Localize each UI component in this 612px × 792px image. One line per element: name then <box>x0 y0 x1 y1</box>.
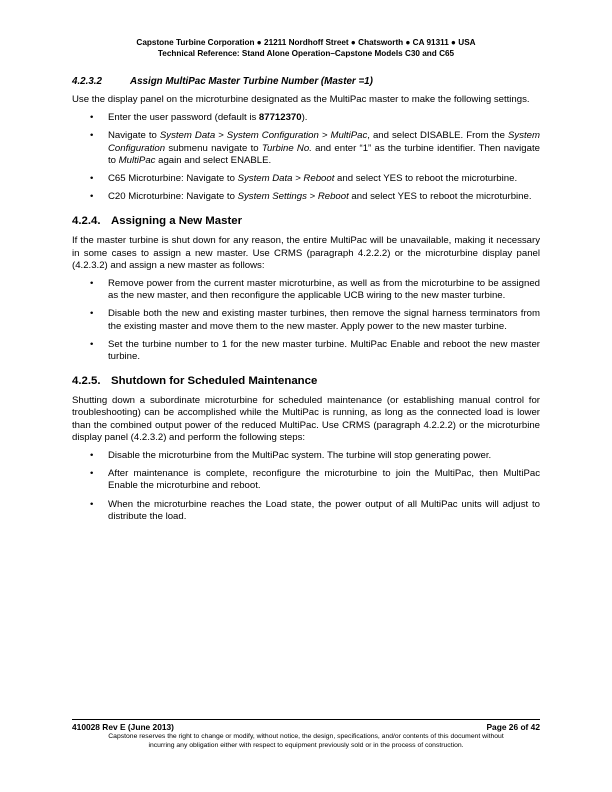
list-item: • Enter the user password (default is 87712370). <box>90 112 308 124</box>
bullet-glyph: • <box>90 191 94 203</box>
section-4-2-5-intro: Shutting down a subordinate microturbine for scheduled maintenance (or establishing manual control for troubleshooting) can be accomplished while the MultiPac is running, as long as the connected load is lower than the combined output power of the reduced MultiPac. Use CRMS (paragraph 4.2.2.2) or the microturbine display panel (4.2.3.2) and perform the following steps: <box>72 395 540 443</box>
menu-path: System Data > System Configuration > MultiPac <box>159 130 368 142</box>
list-item: • Remove power from the current master microturbine, as well as from the microturbine to be assigned as the new master, and then reconfigure the applicable UCB wiring to the new master turbine. <box>90 278 540 302</box>
footer-row <box>72 722 540 732</box>
menu-path: System Data > Reboot <box>237 173 335 185</box>
list-item: • Set the turbine number to 1 for the new master turbine. MultiPac Enable and reboot the new master turbine. <box>90 338 540 363</box>
menu-path: MultiPac <box>118 154 156 166</box>
list-item: • When the microturbine reaches the Load state, the power output of all MultiPac units will adjust to distribute the load. <box>90 498 540 522</box>
menu-path: System Configuration <box>108 130 540 154</box>
menu-path: Turbine No. <box>261 142 312 154</box>
page-header <box>0 37 612 59</box>
section-title: Assign MultiPac Master Turbine Number (Master =1) <box>130 76 373 87</box>
bullet-glyph: • <box>90 468 94 480</box>
menu-path: System Settings > Reboot <box>237 191 349 203</box>
section-4-2-4-list <box>72 278 540 363</box>
document-body <box>72 76 540 529</box>
section-title: Assigning a New Master <box>111 215 243 228</box>
list-item: • C65 Microturbine: Navigate to System Data > Reboot and select YES to reboot the microturbine. <box>90 173 518 185</box>
section-title: Shutdown for Scheduled Maintenance <box>111 375 318 388</box>
document-revision: 410028 Rev E (June 2013) <box>72 722 174 732</box>
list-item: • C20 Microturbine: Navigate to System Settings > Reboot and select YES to reboot the microturbine. <box>90 191 532 203</box>
bullet-glyph: • <box>90 278 94 290</box>
section-number: 4.2.3.2 <box>72 76 102 87</box>
section-number: 4.2.5. <box>72 375 101 388</box>
list-item: • Disable the microturbine from the MultiPac system. The turbine will stop generating power. <box>90 450 492 462</box>
bullet-glyph: • <box>90 338 94 350</box>
bullet-glyph: • <box>90 112 94 124</box>
section-4-2-4-heading <box>72 215 540 228</box>
section-4-2-5-heading <box>72 375 540 388</box>
section-4-2-4-intro: If the master turbine is shut down for any reason, the entire MultiPac will be unavailable, making it necessary in some cases to assign a new master. Use CRMS (paragraph 4.2.2.2) or the microturbine display panel (4.2.3.2) and assign a new master as follows: <box>72 235 540 271</box>
section-4-2-5-list <box>72 450 540 523</box>
bullet-glyph: • <box>90 450 94 462</box>
bullet-glyph: • <box>90 498 94 510</box>
page-footer <box>72 719 540 750</box>
list-item: • Disable both the new and existing master turbines, then remove the signal harness terminators from the existing master and move them to the new master. Apply power to the new master turbine. <box>90 308 540 332</box>
bullet-glyph: • <box>90 308 94 320</box>
section-4-2-3-2-intro: Use the display panel on the microturbine designated as the MultiPac master to make the following settings. <box>72 94 530 105</box>
header-company-line: Capstone Turbine Corporation ● 21211 Nordhoff Street ● Chatsworth ● CA 91311 ● USA <box>136 38 476 47</box>
default-password: 87712370 <box>258 112 302 124</box>
section-4-2-3-2-list <box>72 112 540 203</box>
footer-disclaimer: Capstone reserves the right to change or modify, without notice, the design, specifications, and/or contents of this document without incurring any obligation either with respect to equipment previously sold or in the process of construction. <box>108 733 504 749</box>
list-item: • Navigate to System Data > System Configuration > MultiPac, and select DISABLE. From the System Configuration submenu navigate to Turbine No. and enter “1” as the turbine identifier. Then navigate to MultiPac again and select ENABLE. <box>90 130 540 166</box>
section-4-2-3-2-heading <box>72 76 540 88</box>
header-reference-line: Technical Reference: Stand Alone Operation–Capstone Models C30 and C65 <box>157 49 455 58</box>
bullet-glyph: • <box>90 173 94 185</box>
list-item: • After maintenance is complete, reconfigure the microturbine to join the MultiPac, then MultiPac Enable the microturbine and reboot. <box>90 468 540 492</box>
bullet-glyph: • <box>90 130 94 142</box>
section-number: 4.2.4. <box>72 215 101 228</box>
page-number: Page 26 of 42 <box>486 722 540 732</box>
